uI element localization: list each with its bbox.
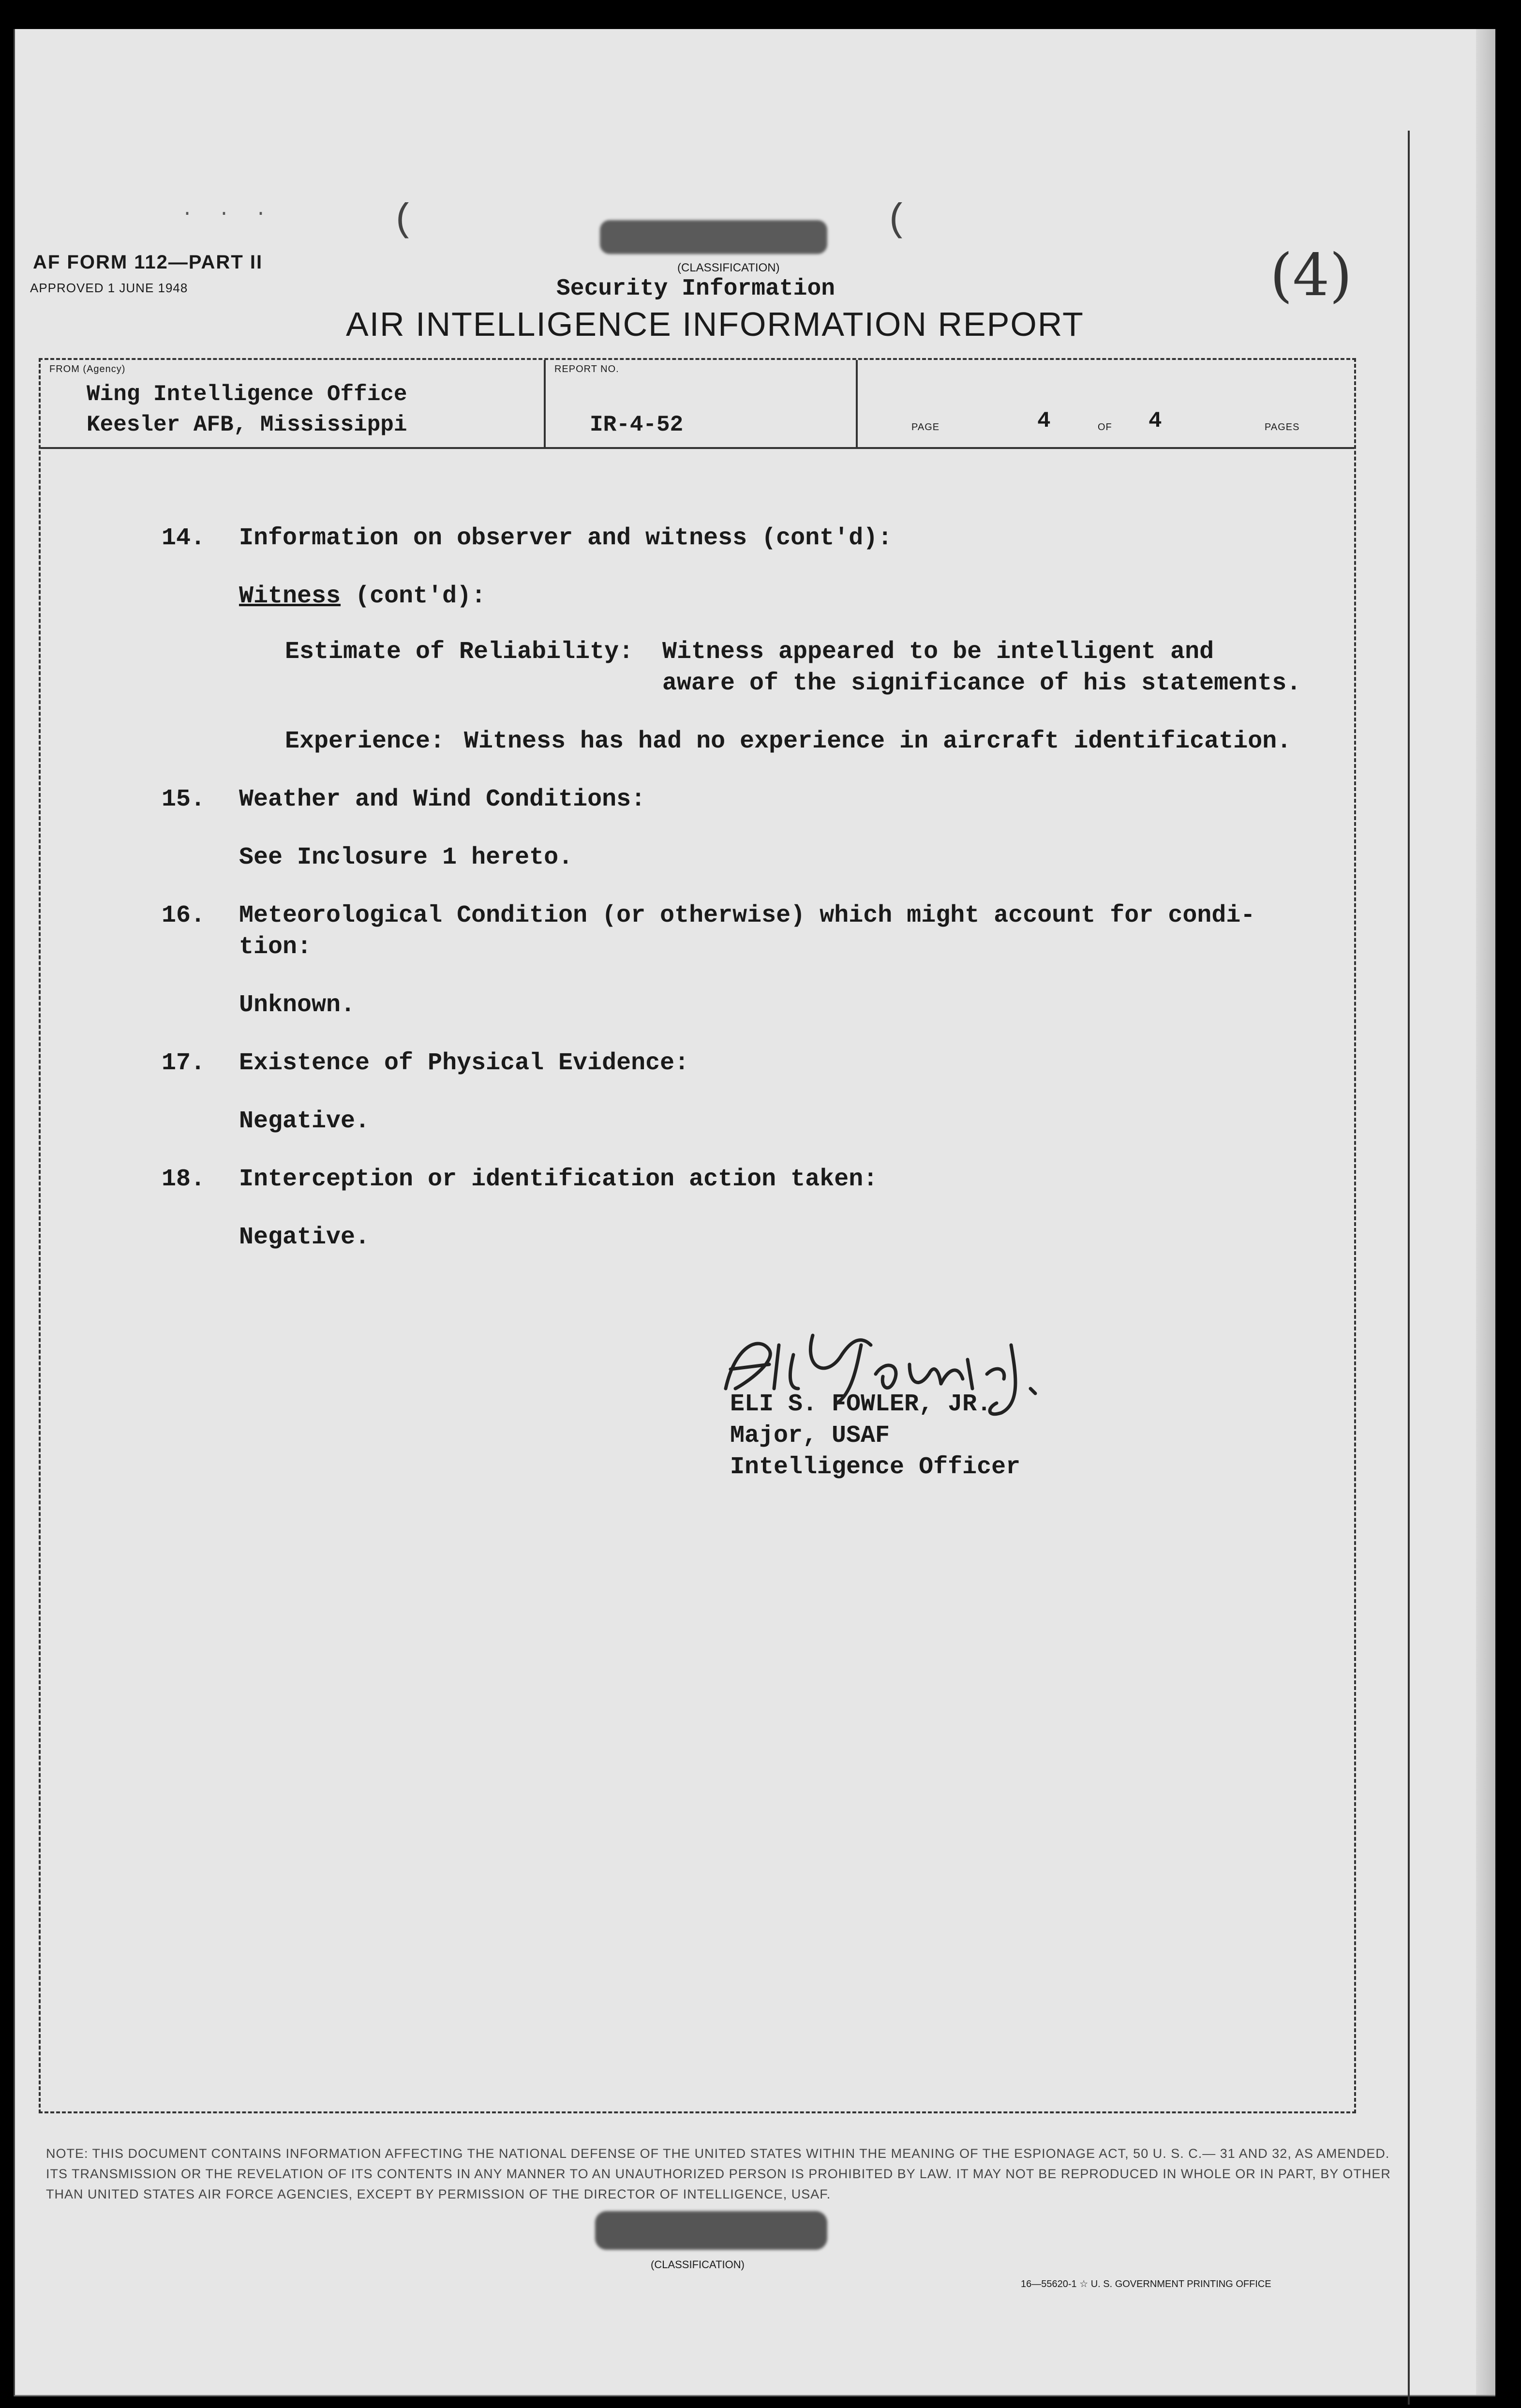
signature-title: Intelligence Officer — [730, 1453, 1021, 1481]
security-information-stamp: Security Information — [556, 276, 835, 302]
paren-mark-left: ( — [392, 198, 416, 242]
item-15-title: Weather and Wind Conditions: — [239, 786, 646, 813]
report-number: IR-4-52 — [590, 412, 684, 437]
form-approved-date: APPROVED 1 JUNE 1948 — [30, 281, 188, 295]
experience-text: Witness has had no experience in aircraft identification. — [464, 728, 1292, 755]
page-number: 4 — [1037, 408, 1051, 434]
item-16-title-line-2: tion: — [239, 933, 312, 961]
item-18-number: 18. — [162, 1166, 206, 1193]
item-17-title: Existence of Physical Evidence: — [239, 1049, 689, 1077]
total-pages: 4 — [1148, 408, 1162, 434]
classification-label-bottom: (CLASSIFICATION) — [651, 2258, 745, 2271]
item-15-text: See Inclosure 1 hereto. — [239, 844, 573, 871]
signature-rank: Major, USAF — [730, 1422, 890, 1450]
printing-office-mark: 16—55620-1 ☆ U. S. GOVERNMENT PRINTING OFFICE — [1021, 2279, 1271, 2289]
item-17-text: Negative. — [239, 1107, 370, 1135]
report-header-row — [41, 360, 1354, 449]
experience-label: Experience: — [285, 728, 445, 755]
handwritten-page-mark: (4) — [1270, 242, 1352, 309]
from-label: FROM (Agency) — [49, 364, 126, 374]
reliability-label: Estimate of Reliability: — [285, 638, 634, 666]
of-label: OF — [1098, 422, 1112, 433]
item-16-text: Unknown. — [239, 991, 356, 1019]
header-divider — [544, 360, 546, 447]
signature-name: ELI S. FOWLER, JR. — [730, 1391, 992, 1418]
item-18-text: Negative. — [239, 1224, 370, 1251]
item-15-number: 15. — [162, 786, 206, 813]
witness-suffix: (cont'd): — [355, 583, 486, 610]
item-17-number: 17. — [162, 1049, 206, 1077]
reliability-line-2: aware of the significance of his statements. — [662, 670, 1301, 697]
paren-mark-right: ( — [885, 198, 909, 242]
report-form-box — [39, 358, 1356, 2113]
redacted-classification-stamp-bottom — [595, 2211, 827, 2250]
report-no-label: REPORT NO. — [554, 364, 619, 374]
page-fold-line — [1408, 131, 1410, 2405]
item-18-title: Interception or identification action taken: — [239, 1166, 878, 1193]
from-line-1: Wing Intelligence Office — [87, 382, 407, 407]
item-16-number: 16. — [162, 902, 206, 929]
item-14-number: 14. — [162, 524, 206, 552]
from-line-2: Keesler AFB, Mississippi — [87, 412, 407, 437]
witness-heading — [239, 583, 486, 610]
specks: · · · — [181, 203, 274, 225]
page-label: PAGE — [911, 422, 940, 433]
report-title: AIR INTELLIGENCE INFORMATION REPORT — [346, 305, 1084, 343]
witness-label: Witness — [239, 583, 341, 610]
pages-label: PAGES — [1265, 422, 1300, 433]
classification-label: (CLASSIFICATION) — [677, 261, 780, 274]
page-edge-shadow — [1476, 29, 1495, 2395]
header-divider — [856, 360, 858, 447]
espionage-act-note: NOTE: THIS DOCUMENT CONTAINS INFORMATION AFFECTING THE NATIONAL DEFENSE OF THE UNITED STATES WITHIN THE MEANING OF THE ESPIONAGE ACT, 50 U. S. C.— 31 AND 32, AS AMENDED. ITS TRANSMISSION OR THE REVELATION OF ITS CONTENTS IN ANY MANNER TO AN UNAUTHORIZED PERSON IS PROHIBITED BY LAW. IT MAY NOT BE REPRODUCED IN WHOLE OR IN PART, BY OTHER THAN UNITED STATES AIR FORCE AGENCIES, EXCEPT BY PERMISSION OF THE DIRECTOR OF INTELLIGENCE, USAF. — [46, 2146, 1391, 2201]
handwritten-signature — [716, 1316, 1093, 1418]
item-16-title-line-1: Meteorological Condition (or otherwise) which might account for condi- — [239, 902, 1255, 929]
form-id: AF FORM 112—PART II — [33, 252, 263, 273]
reliability-line-1: Witness appeared to be intelligent and — [662, 638, 1214, 666]
item-14-title: Information on observer and witness (cont'd): — [239, 524, 893, 552]
redacted-classification-stamp — [600, 220, 827, 254]
